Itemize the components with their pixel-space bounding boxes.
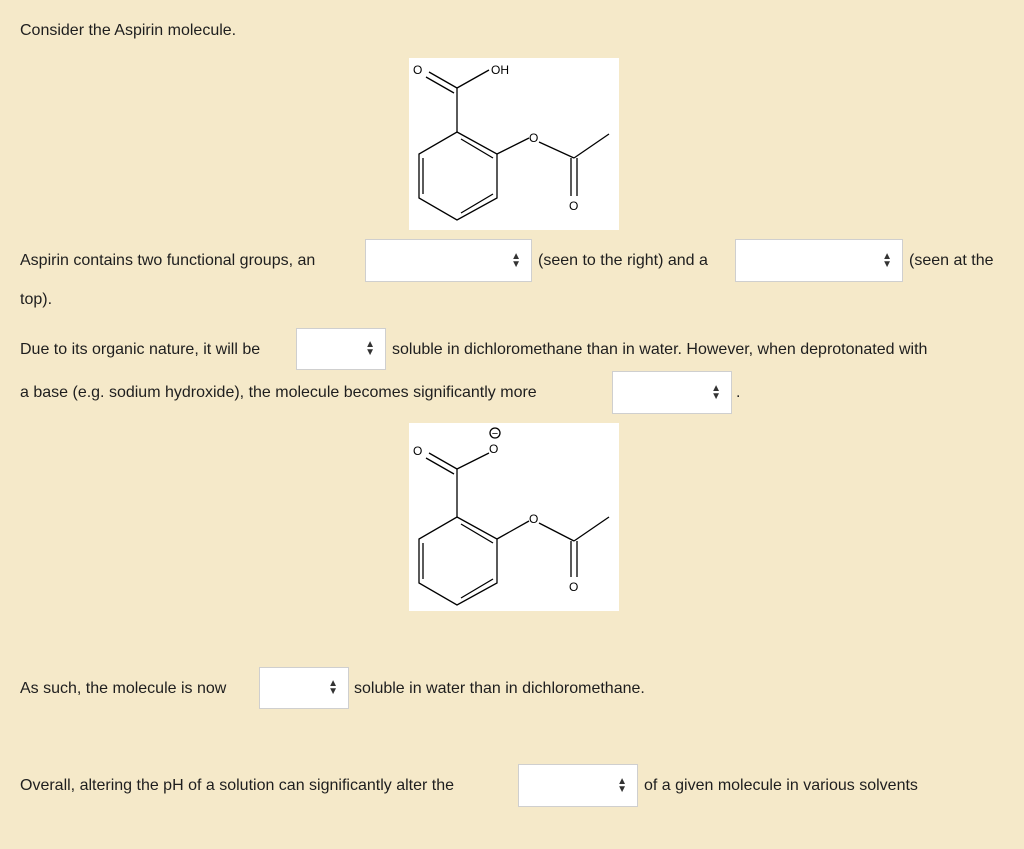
p4-text-1: Overall, altering the pH of a solution can significantly alter the — [20, 777, 455, 794]
p2-text-3: a base (e.g. sodium hydroxide), the molecule becomes significantly more — [20, 384, 537, 401]
p3-text-2: soluble in water than in dichloromethane. — [354, 680, 645, 697]
up-down-arrow-icon: ▲ ▼ — [882, 250, 892, 270]
up-down-arrow-icon: ▲ ▼ — [365, 339, 375, 358]
up-down-arrow-icon: ▲ ▼ — [711, 382, 721, 402]
p1-text-3: (seen at the — [909, 252, 994, 269]
p1-text-4: top). — [20, 291, 53, 308]
deprotonated-aspirin-structure-image — [409, 423, 619, 611]
p4-text-2: of a given molecule in various solvents — [644, 777, 918, 794]
solubility-water-dropdown[interactable] — [612, 371, 732, 414]
p1-text-1: Aspirin contains two functional groups, an — [20, 252, 316, 269]
solubility-dcm-dropdown[interactable] — [296, 328, 386, 370]
up-down-arrow-icon: ▲ ▼ — [511, 250, 521, 270]
ester-oxygen-label: O — [529, 131, 539, 145]
functional-group-right-dropdown[interactable] — [365, 239, 532, 282]
property-dropdown[interactable] — [518, 764, 638, 807]
carbonyl-oxygen-label: O — [569, 199, 579, 213]
now-soluble-dropdown[interactable] — [259, 667, 349, 709]
p3-text-1: As such, the molecule is now — [20, 680, 227, 697]
intro-text: Consider the Aspirin molecule. — [20, 22, 237, 39]
negative-charge-label: − — [491, 428, 499, 440]
up-down-arrow-icon: ▲ ▼ — [328, 678, 338, 697]
p1-text-2: (seen to the right) and a — [538, 252, 708, 269]
p2-text-4: . — [736, 384, 741, 401]
functional-group-top-dropdown[interactable] — [735, 239, 903, 282]
p2-text-1: Due to its organic nature, it will be — [20, 341, 261, 358]
aspirin-structure-image — [409, 58, 619, 230]
up-down-arrow-icon: ▲ ▼ — [617, 775, 627, 795]
hydroxyl-label: OH — [491, 63, 509, 77]
oxygen-label: O — [413, 444, 423, 458]
oxygen-label: O — [413, 63, 423, 77]
ester-oxygen-label: O — [529, 512, 539, 526]
p2-text-2: soluble in dichloromethane than in water. However, when deprotonated with — [392, 341, 928, 358]
anionic-oxygen-label: O — [489, 442, 499, 456]
carbonyl-oxygen-label: O — [569, 580, 579, 594]
